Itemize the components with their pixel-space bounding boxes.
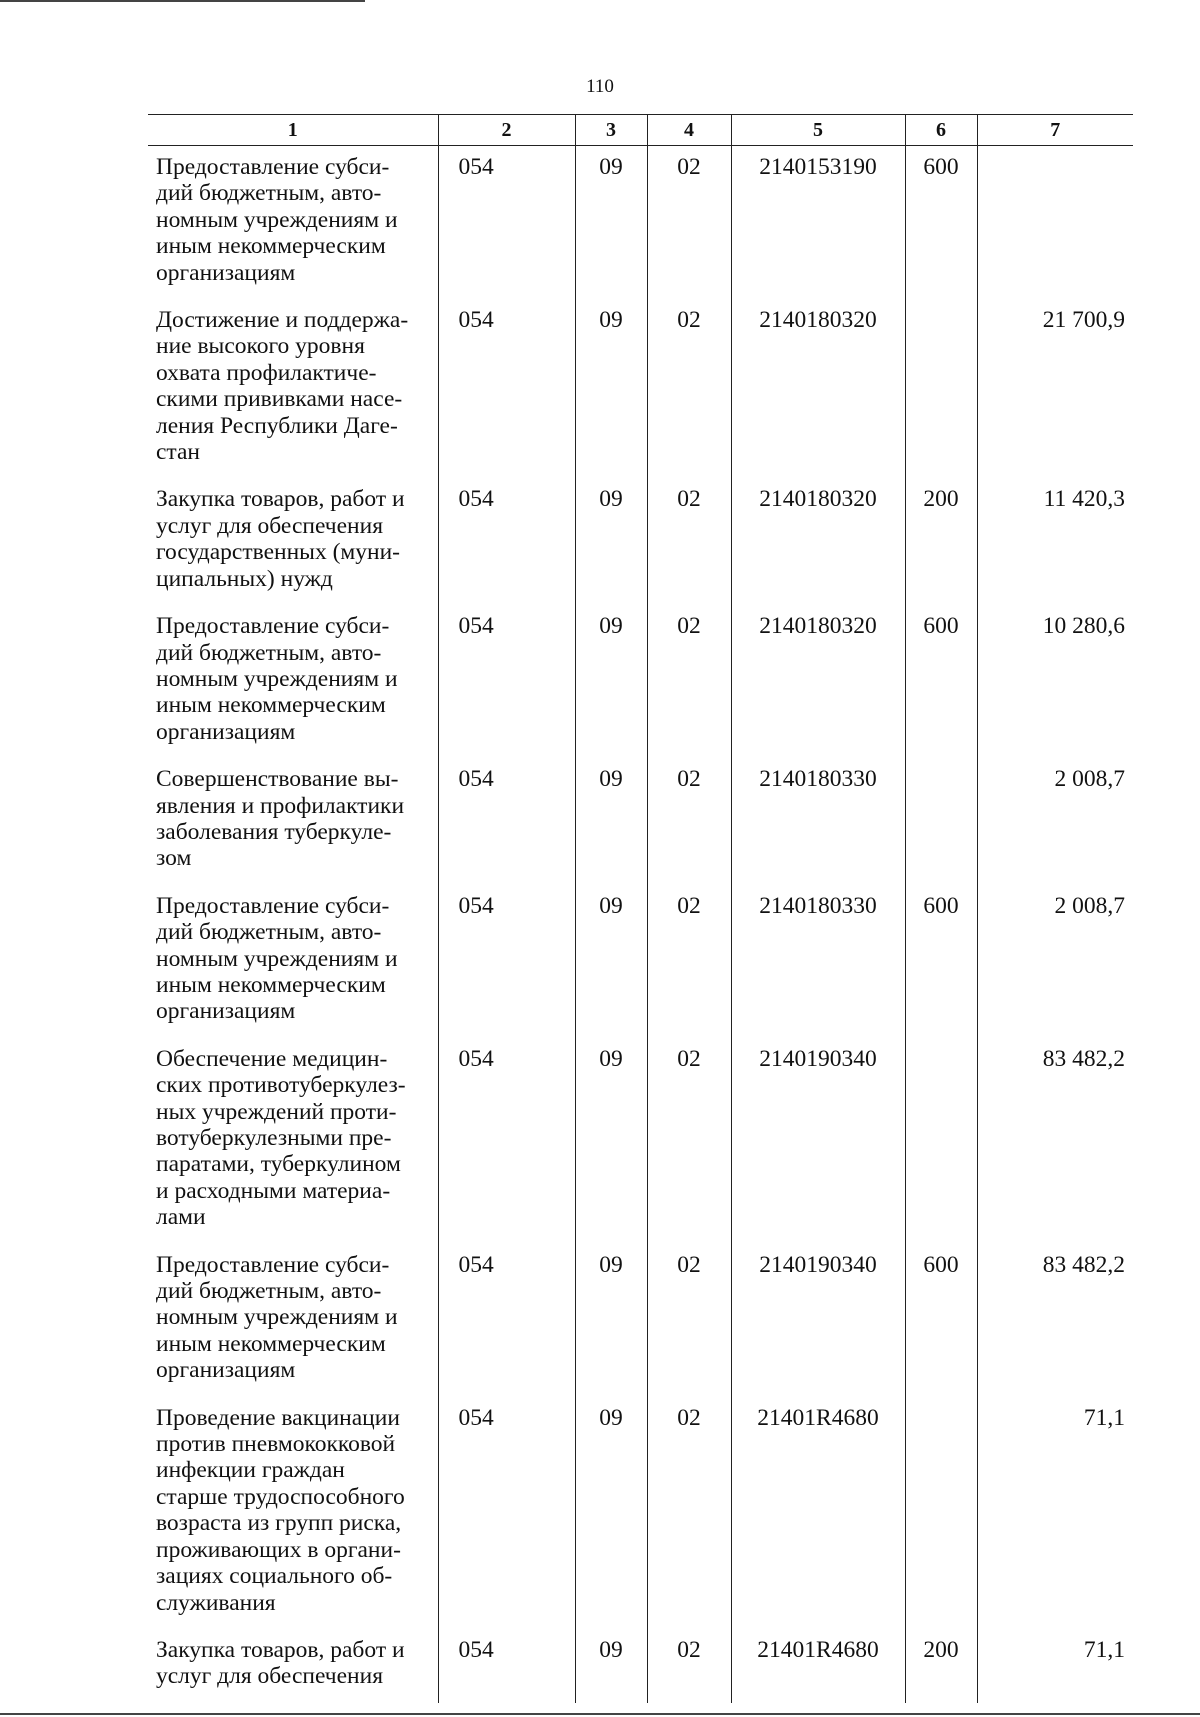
row-name-cell [148,1038,438,1244]
name-line: услуг для обеспечения [156,1663,384,1690]
name-line: ных учреждений проти- [156,1098,397,1125]
row-amount-cell: 21 700,9 [977,299,1133,478]
name-line: Совершенствование вы- [156,766,399,793]
row-code-5-cell: 2140180320 [731,605,905,758]
table-row [148,758,1133,885]
row-code-4-cell: 02 [647,1038,731,1244]
row-code-6-cell: 600 [905,1244,977,1397]
row-code-6-cell [905,299,977,478]
name-line: организациям [156,998,296,1025]
row-amount-cell [977,146,1133,300]
name-line: служивания [156,1589,276,1616]
row-code-5-cell: 2140153190 [731,146,905,300]
row-amount-cell: 83 482,2 [977,1038,1133,1244]
name-line: номным учреждениям и [156,945,398,972]
row-code-2-cell: 054 [438,1629,575,1703]
table-row [148,1629,1133,1703]
table-row [148,478,1133,605]
name-line: государственных (муни- [156,539,400,566]
row-name-cell [148,299,438,478]
name-line: организациям [156,718,296,745]
row-code-3-cell: 09 [575,146,647,300]
row-name-cell [148,605,438,758]
row-name-cell [148,758,438,885]
scan-edge-bottom [0,1713,1200,1715]
row-code-3-cell: 09 [575,758,647,885]
table-row [148,1244,1133,1397]
row-code-4-cell: 02 [647,1629,731,1703]
row-code-2-cell: 054 [438,146,575,300]
row-amount-cell: 11 420,3 [977,478,1133,605]
name-line: ления Республики Даге- [156,412,398,439]
name-line: иным некоммерческим [156,1330,386,1357]
name-line: иным некоммерческим [156,692,386,719]
row-code-3-cell: 09 [575,299,647,478]
row-code-4-cell: 02 [647,299,731,478]
row-code-6-cell [905,1038,977,1244]
row-code-5-cell: 2140180320 [731,299,905,478]
name-line: номным учреждениям и [156,1304,398,1331]
table-row [148,146,1133,300]
name-line: старше трудоспособного [156,1483,405,1510]
row-code-4-cell: 02 [647,1397,731,1629]
row-code-4-cell: 02 [647,146,731,300]
name-line: проживающих в органи- [156,1536,401,1563]
row-amount-cell: 71,1 [977,1629,1133,1703]
name-line: и расходными материа- [156,1177,391,1204]
name-line: Закупка товаров, работ и [156,1636,405,1663]
row-code-3-cell: 09 [575,885,647,1038]
row-code-4-cell: 02 [647,605,731,758]
row-code-5-cell: 2140180320 [731,478,905,605]
row-code-2-cell: 054 [438,1244,575,1397]
name-line: против пневмококковой [156,1431,396,1458]
name-line: Проведение вакцинации [156,1404,400,1431]
name-line: ние высокого уровня [156,333,365,360]
row-code-5-cell: 2140180330 [731,885,905,1038]
row-name-cell [148,478,438,605]
name-line: явления и профилактики [156,792,405,819]
name-line: Предоставление субси- [156,1251,390,1278]
row-code-3-cell: 09 [575,1629,647,1703]
header-cell-3: 3 [575,115,647,146]
name-line: ских противотуберкулез- [156,1072,406,1099]
row-code-5-cell: 2140190340 [731,1244,905,1397]
row-code-5-cell: 21401R4680 [731,1629,905,1703]
row-code-2-cell: 054 [438,1397,575,1629]
name-line: дий бюджетным, авто- [156,639,382,666]
row-name-cell [148,1629,438,1703]
scan-edge-top [0,0,365,2]
row-code-5-cell: 2140190340 [731,1038,905,1244]
row-code-6-cell: 200 [905,478,977,605]
name-line: организациям [156,1357,296,1384]
header-cell-7: 7 [977,115,1133,146]
name-line: дий бюджетным, авто- [156,180,382,207]
row-code-2-cell: 054 [438,758,575,885]
name-line: лами [156,1204,206,1231]
row-code-5-cell: 2140180330 [731,758,905,885]
name-line: Достижение и поддержа- [156,307,409,334]
name-line: инфекции граждан [156,1457,345,1484]
row-code-2-cell: 054 [438,1038,575,1244]
table-body [148,146,1133,1703]
row-code-2-cell: 054 [438,299,575,478]
row-code-2-cell: 054 [438,605,575,758]
name-line: номным учреждениям и [156,206,398,233]
row-amount-cell: 10 280,6 [977,605,1133,758]
row-code-6-cell [905,1397,977,1629]
row-code-6-cell: 600 [905,146,977,300]
name-line: заболевания туберкуле- [156,818,392,845]
row-code-4-cell: 02 [647,478,731,605]
row-amount-cell: 2 008,7 [977,885,1133,1038]
header-cell-6: 6 [905,115,977,146]
row-code-3-cell: 09 [575,605,647,758]
row-code-4-cell: 02 [647,885,731,1038]
row-code-6-cell: 600 [905,885,977,1038]
name-line: ципальных) нужд [156,565,333,592]
name-line: Предоставление субси- [156,892,390,919]
name-line: охвата профилактиче- [156,359,377,386]
row-code-4-cell: 02 [647,758,731,885]
row-amount-cell: 71,1 [977,1397,1133,1629]
row-amount-cell: 83 482,2 [977,1244,1133,1397]
name-line: вотуберкулезными пре- [156,1125,392,1151]
table-row [148,885,1133,1038]
row-code-6-cell [905,758,977,885]
row-code-3-cell: 09 [575,1038,647,1244]
row-code-2-cell: 054 [438,478,575,605]
row-code-3-cell: 09 [575,478,647,605]
name-line: Закупка товаров, работ и [156,486,405,513]
row-name-cell [148,885,438,1038]
header-cell-4: 4 [647,115,731,146]
row-code-6-cell: 600 [905,605,977,758]
table-row [148,299,1133,478]
row-code-5-cell: 21401R4680 [731,1397,905,1629]
name-line: возраста из групп риска, [156,1510,402,1537]
row-code-6-cell: 200 [905,1629,977,1703]
table-row [148,605,1133,758]
name-line: Обеспечение медицин- [156,1045,388,1072]
header-cell-1: 1 [148,115,438,146]
name-line: скими прививками насе- [156,386,403,413]
table-row [148,1038,1133,1244]
row-name-cell [148,1244,438,1397]
name-line: услуг для обеспечения [156,512,384,539]
row-name-cell [148,1397,438,1629]
name-line: организациям [156,259,296,286]
name-line: Предоставление субси- [156,613,390,640]
row-code-2-cell: 054 [438,885,575,1038]
name-line: зациях социального об- [156,1563,393,1590]
name-line: Предоставление субси- [156,154,390,180]
row-code-3-cell: 09 [575,1397,647,1629]
name-line: зом [156,845,192,872]
row-name-cell [148,146,438,300]
name-line: паратами, туберкулином [156,1151,401,1178]
row-amount-cell: 2 008,7 [977,758,1133,885]
page-number: 110 [586,76,614,97]
header-cell-2: 2 [438,115,575,146]
header-row [148,115,1133,146]
header-cell-5: 5 [731,115,905,146]
row-code-3-cell: 09 [575,1244,647,1397]
name-line: иным некоммерческим [156,233,386,260]
table-row [148,1397,1133,1629]
name-line: дий бюджетным, авто- [156,1278,382,1305]
name-line: иным некоммерческим [156,971,386,998]
name-line: номным учреждениям и [156,665,398,692]
name-line: дий бюджетным, авто- [156,919,382,946]
budget-table [148,114,1133,1703]
name-line: стан [156,439,200,466]
row-code-4-cell: 02 [647,1244,731,1397]
